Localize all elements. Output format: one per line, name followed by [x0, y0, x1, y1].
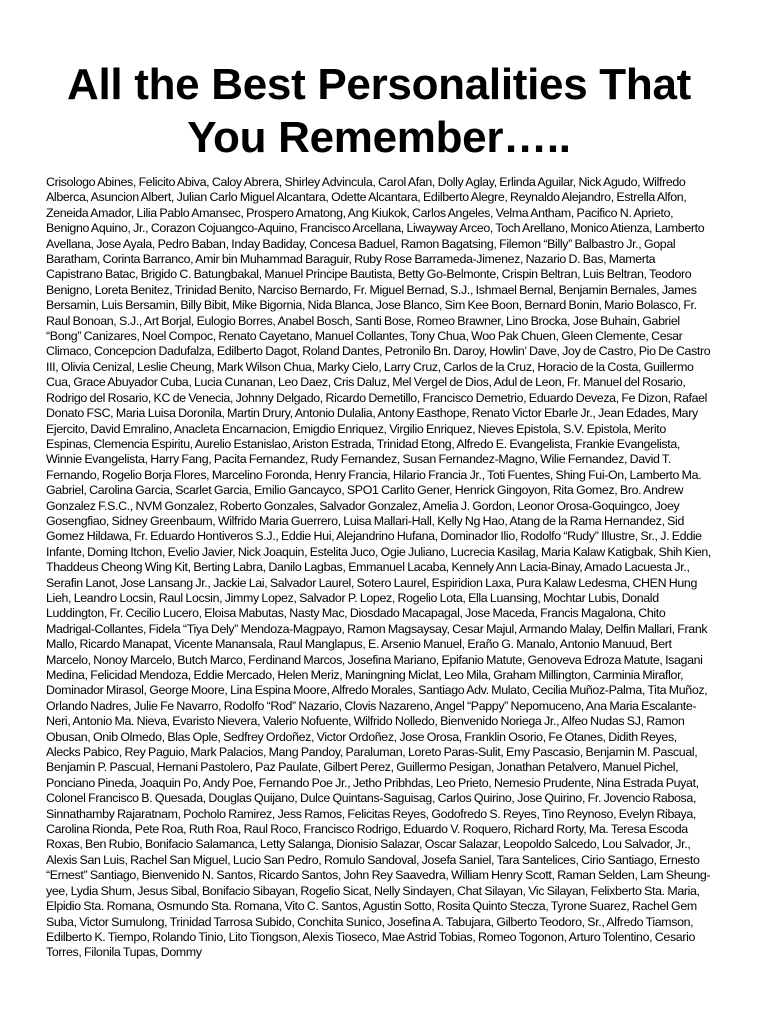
- names-paragraph: Crisologo Abines, Felicito Abiva, Caloy Abrera, Shirley Advincula, Carol Afan, Dolly Aglay, Erlinda Aguilar, Nick Agudo, Wilfredo Alberca, Asuncion Albert, Julian Carlo Miguel Alcantara, Odette Alcantara, Edilberto Alegre, Reynaldo Alejandro, Estrella Alfon, Zeneida Amador, Lilia Pablo Amansec, Prospero Amatong, Ang Kiukok, Carlos Angeles, Velma Antham, Pacifico N. Aprieto, Benigno Aquino, Jr., Corazon Cojuangco-Aquino, Francisco Arcellana, Liwayway Arceo, Toch Arellano, Monico Atienza, Lamberto Avellana, Jose Ayala, Pedro Baban, Inday Badiday, Concesa Baduel, Ramon Bagatsing, Filemon “Billy” Balbastro Jr., Gopal Baratham, Corinta Barranco, Amir bin Muhammad Baraguir, Ruby Rose Barrameda-Jimenez, Nazario D. Bas, Mamerta Capistrano Batac, Brigido C. Batungbakal, Manuel Principe Bautista, Betty Go-Belmonte, Crispin Beltran, Luis Beltran, Teodoro Benigno, Loreta Benitez, Trinidad Benito, Narciso Bernardo, Fr. Miguel Bernad, S.J., Ishmael Bernal, Benjamin Bernales, James Bersamin, Luis Bersamin, Billy Bibit, Mike Bigornia, Nida Blanca, Jose Blanco, Sim Kee Boon, Bernard Bonin, Mario Bolasco, Fr. Raul Bonoan, S.J., Art Borjal, Eulogio Borres, Anabel Bosch, Santi Bose, Romeo Brawner, Lino Brocka, Jose Buhain, Gabriel “Bong” Canizares, Noel Compoc, Renato Cayetano, Manuel Collantes, Tony Chua, Woo Pak Chuen, Gleen Clemente, Cesar Climaco, Concepcion Dadufalza, Edilberto Dagot, Roland Dantes, Petronilo Bn. Daroy, Howlin’ Dave, Joy de Castro, Pio De Castro III, Olivia Cenizal, Leslie Cheung, Mark Wilson Chua, Marky Cielo, Larry Cruz, Carlos de la Cruz, Horacio de la Costa, Guillermo Cua, Grace Abuyador Cuba, Lucia Cunanan, Leo Daez, Cris Daluz, Mel Vergel de Dios, Adul de Leon, Fr. Manuel del Rosario, Rodrigo del Rosario, KC de Venecia, Johnny Delgado, Ricardo Demetillo, Francisco Demetrio, Eduardo Deveza, Fe Dizon, Rafael Donato FSC, Maria Luisa Doronila, Martin Drury, Antonio Dulalia, Antony Easthope, Renato Victor Ebarle Jr., Jean Edades, Mary Ejercito, David Emralino, Anacleta Encarnacion, Emigdio Enriquez, Virgilio Enriquez, Nieves Epistola, S.V. Epistola, Merito Espinas, Clemencia Espiritu, Aurelio Estanislao, Ariston Estrada, Trinidad Etong, Alfredo E. Evangelista, Frankie Evangelista, Winnie Evangelista, Harry Fang, Pacita Fernandez, Rudy Fernandez, Susan Fernandez-Magno, Wilie Fernandez, David T. Fernando, Rogelio Borja Flores, Marcelino Foronda, Henry Francia, Hilario Francia Jr., Toti Fuentes, Shing Fui-On, Lamberto Ma. Gabriel, Carolina Garcia, Scarlet Garcia, Emilio Gancayco, SPO1 Carlito Gener, Henrick Gingoyon, Rita Gomez, Bro. Andrew Gonzalez F.S.C., NVM Gonzalez, Roberto Gonzales, Salvador Gonzalez, Amelia J. Gordon, Leonor Orosa-Goquingco, Joey Gosengfiao, Sidney Greenbaum, Wilfrido Maria Guerrero, Luisa Mallari-Hall, Kelly Ng Hao, Atang de la Rama Hernandez, Sid Gomez Hildawa, Fr. Eduardo Hontiveros S.J., Eddie Hui, Alejandrino Hufana, Dominador Ilio, Rodolfo “Rudy” Illustre, Sr., J. Eddie Infante, Doming Itchon, Evelio Javier, Nick Joaquin, Estelita Juco, Ogie Juliano, Lucrecia Kasilag, Maria Kalaw Katigbak, Shih Kien, Thaddeus Cheong Wing Kit, Berting Labra, Danilo Lagbas, Emmanuel Lacaba, Kennely Ann Lacia-Binay, Amado Lacuesta Jr., Serafin Lanot, Jose Lansang Jr., Jackie Lai, Salvador Laurel, Sotero Laurel, Espiridion Laxa, Pura Kalaw Ledesma, CHEN Hung Lieh, Leandro Locsin, Raul Locsin, Jimmy Lopez, Salvador P. Lopez, Rogelio Lota, Ella Luansing, Mochtar Lubis, Donald Luddington, Fr. Cecilio Lucero, Eloisa Mabutas, Nasty Mac, Diosdado Macapagal, Jose Maceda, Francis Magalona, Chito Madrigal-Collantes, Fidela “Tiya Dely” Mendoza-Magpayo, Ramon Magsaysay, Cesar Majul, Armando Malay, Delfin Mallari, Frank Mallo, Ricardo Manapat, Vicente Manansala, Raul Manglapus, E. Arsenio Manuel, Eraño G. Manalo, Antonio Manuud, Bert Marcelo, Nonoy Marcelo, Butch Marco, Ferdinand Marcos, Josefina Mariano, Epifanio Matute, Genoveva Edroza Matute, Isagani Medina, Felicidad Mendoza, Eddie Mercado, Helen Meriz, Maningning Miclat, Leo Mila, Graham Millington, Carminia Miraflor, Dominador Mirasol, George Moore, Lina Espina Moore, Alfredo Morales, Santiago Adv. Mulato, Cecilia Muñoz-Palma, Tita Muñoz, Orlando Nadres, Julie Fe Navarro, Rodolfo “Rod” Nazario, Clovis Nazareno, Angel “Pappy” Nepomuceno, Ana Maria Escalante-Neri, Antonio Ma. Nieva, Evaristo Nievera, Valerio Nofuente, Wilfrido Nolledo, Bienvenido Noriega Jr., Alfeo Nudas SJ, Ramon Obusan, Onib Olmedo, Blas Ople, Sedfrey Ordoñez, Victor Ordoñez, Jose Orosa, Franklin Osorio, Fe Otanes, Didith Reyes, Alecks Pabico, Rey Paguio, Mark Palacios, Mang Pandoy, Paraluman, Loreto Paras-Sulit, Emy Pascasio, Benjamin M. Pascual, Benjamin P. Pascual, Hernani Pastolero, Paz Paulate, Gilbert Perez, Guillermo Pesigan, Jonathan Petalvero, Manuel Pichel, Ponciano Pineda, Joaquin Po, Andy Poe, Fernando Poe Jr., Jetho Pribhdas, Leo Prieto, Nemesio Prudente, Nina Estrada Puyat, Colonel Francisco B. Quesada, Douglas Quijano, Dulce Quintans-Saguisag, Carlos Quirino, Jose Quirino, Fr. Jovencio Rabosa, Sinnathamby Rajaratnam, Pocholo Ramirez, Jess Ramos, Felicitas Reyes, Godofredo S. Reyes, Tino Reynoso, Evelyn Ribaya, Carolina Rionda, Pete Roa, Ruth Roa, Raul Roco, Francisco Rodrigo, Eduardo V. Roquero, Richard Rorty, Ma. Teresa Escoda Roxas, Ben Rubio, Bonifacio Salamanca, Letty Salanga, Dionisio Salazar, Oscar Salazar, Leopoldo Salcedo, Lou Salvador, Jr., Alexis San Luis, Rachel San Miguel, Lucio San Pedro, Romulo Sandoval, Josefa Saniel, Tara Santelices, Cirio Santiago, Ernesto “Ernest” Santiago, Bienvenido N. Santos, Ricardo Santos, John Rey Saavedra, William Henry Scott, Raman Selden, Lam Sheung-yee, Lydia Shum, Jesus Sibal, Bonifacio Sibayan, Rogelio Sicat, Nelly Sindayen, Chat Silayan, Vic Silayan, Felixberto Sta. Maria, Elpidio Sta. Romana, Osmundo Sta. Romana, Vito C. Santos, Agustin Sotto, Rosita Quinto Stecza, Tyrone Suarez, Rachel Gem Suba, Victor Sumulong, Trinidad Tarrosa Subido, Conchita Sunico, Josefina A. Tabujara, Gilberto Teodoro, Sr., Alfredo Tiamson, Edilberto K. Tiempo, Rolando Tinio, Lito Tiongson, Alexis Tioseco, Mae Astrid Tobias, Romeo Togonon, Arturo Tolentino, Cesario Torres, Filonila Tupas, Dommy: [46, 175, 712, 960]
- page-title: All the Best Personalities That You Remember…..: [67, 60, 691, 162]
